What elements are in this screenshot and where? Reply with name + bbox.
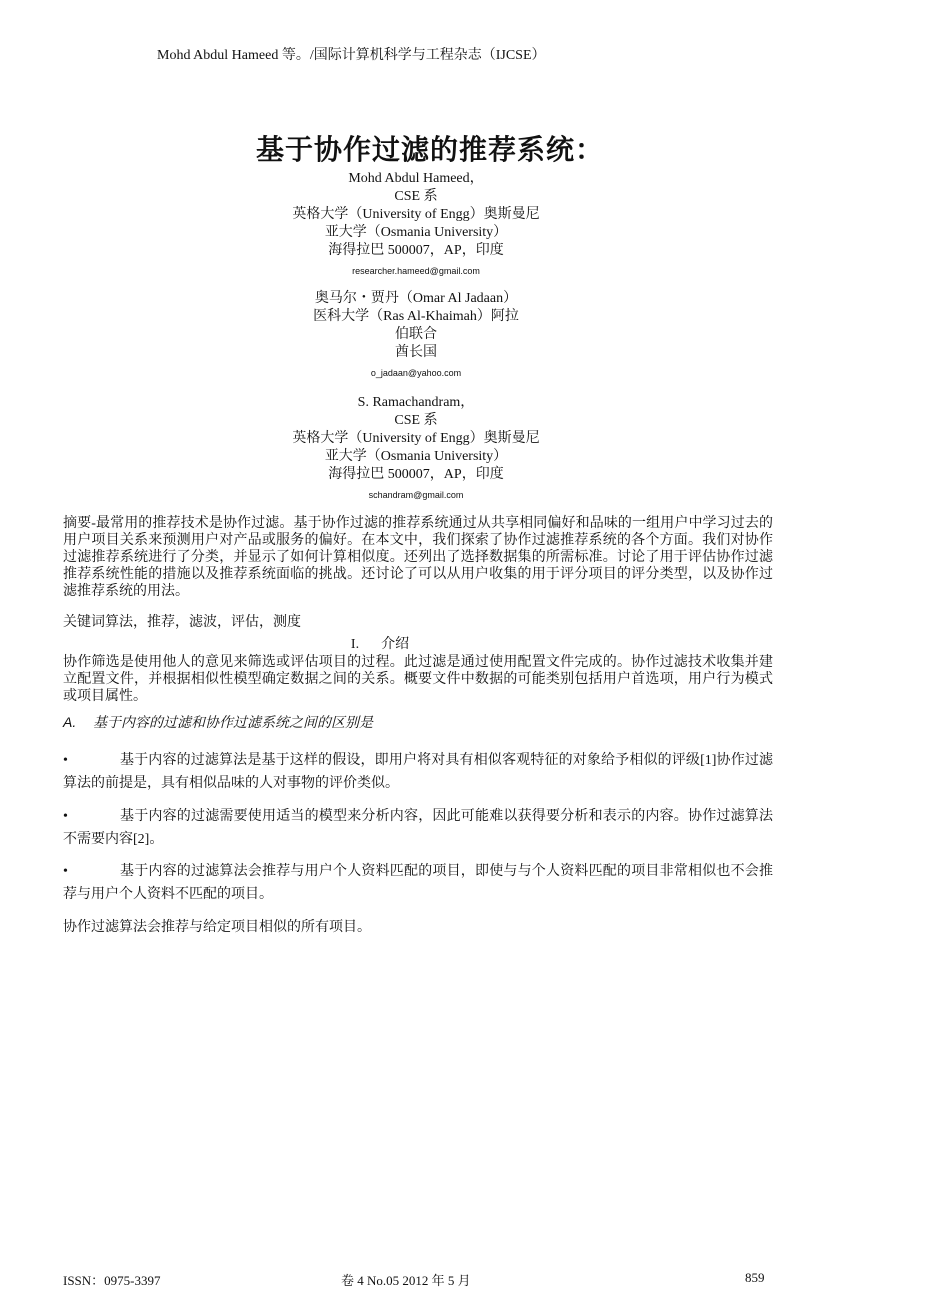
bullet-item-2: [63, 805, 773, 851]
author-1-line-1: Mohd Abdul Hameed，: [348, 171, 484, 186]
author-1-line-5: 海得拉巴 500007，AP，印度: [328, 243, 504, 258]
author-block-3: [0, 394, 832, 502]
author-block-1: [0, 170, 832, 278]
author-3-line-4: 亚大学（Osmania University）: [324, 449, 508, 464]
bullet-text-3: 基于内容的过滤算法会推荐与用户个人资料匹配的项目，即使与与个人资料匹配的项目非常相似也不会推荐与用户个人资料不匹配的项目。: [63, 864, 773, 902]
paper-title: [0, 128, 860, 168]
closing-paragraph: 协作过滤算法会推荐与给定项目相似的所有项目。: [63, 920, 371, 935]
author-3-line-1: S. Ramachandram，: [357, 395, 475, 410]
bullet-dot-3: •: [63, 864, 68, 879]
footer-issn: ISSN：0975-3397: [63, 1273, 161, 1288]
author-3-line-3: 英格大学（University of Engg）奥斯曼尼: [292, 431, 540, 446]
bullet-text-1: 基于内容的过滤算法是基于这样的假设，即用户将对具有相似客观特征的对象给予相似的评级[1]协作过滤算法的前提是，具有相似品味的人对事物的评价类似。: [63, 753, 773, 791]
author-1-line-2: CSE 系: [394, 189, 438, 204]
subsection-title: 基于内容的过滤和协作过滤系统之间的区别是: [93, 716, 373, 731]
author-1-line-3: 英格大学（University of Engg）奥斯曼尼: [292, 207, 540, 222]
bullet-text-2: 基于内容的过滤需要使用适当的模型来分析内容，因此可能难以获得要分析和表示的内容。协作过滤算法不需要内容[2]。: [63, 809, 773, 847]
paper-title-text: 基于协作过滤的推荐系统：: [255, 135, 604, 166]
running-head: Mohd Abdul Hameed 等。/国际计算机科学与工程杂志（IJCSE）: [157, 48, 546, 63]
bullet-dot-2: •: [63, 809, 68, 824]
footer-volume: 卷 4 No.05 2012 年 5 月: [341, 1273, 471, 1288]
footer-page-number: 859: [745, 1270, 765, 1285]
bullet-item-3: [63, 860, 773, 906]
author-2-line-2: 医科大学（Ras Al-Khaimah）阿拉: [313, 309, 519, 324]
section-title: 介绍: [381, 637, 410, 652]
author-2-email: o_jadaan@yahoo.com: [370, 368, 462, 378]
author-2-line-1: 奥马尔・贾丹（Omar Al Jadaan）: [314, 291, 518, 306]
author-1-email: researcher.hameed@gmail.com: [352, 266, 480, 276]
keywords: 关键词算法，推荐，滤波，评估，测度: [63, 615, 301, 630]
section-heading: [0, 633, 760, 653]
author-3-line-5: 海得拉巴 500007，AP，印度: [328, 467, 504, 482]
bullet-dot-1: •: [63, 753, 68, 768]
author-3-line-2: CSE 系: [394, 413, 438, 428]
subsection-heading: [63, 712, 373, 732]
author-block-2: [0, 290, 832, 380]
section-number: I.: [350, 637, 360, 652]
author-3-email: schandram@gmail.com: [368, 490, 464, 500]
author-2-line-4: 酋长国: [395, 345, 437, 360]
author-2-line-3: 伯联合: [395, 327, 437, 342]
abstract: 摘要-最常用的推荐技术是协作过滤。基于协作过滤的推荐系统通过从共享相同偏好和品味的一组用户中学习过去的用户项目关系来预测用户对产品或服务的偏好。在本文中，我们探索了协作过滤推荐系统的各个方面。我们对协作过滤推荐系统进行了分类，并显示了如何计算相似度。还列出了选择数据集的所需标准。讨论了用于评估协作过滤推荐系统性能的措施以及推荐系统面临的挑战。还讨论了可以从用户收集的用于评分项目的评分类型，以及协作过滤推荐系统的用法。: [63, 516, 773, 599]
author-1-line-4: 亚大学（Osmania University）: [324, 225, 508, 240]
intro-paragraph: 协作筛选是使用他人的意见来筛选或评估项目的过程。此过滤是通过使用配置文件完成的。协作过滤技术收集并建立配置文件，并根据相似性模型确定数据之间的关系。概要文件中数据的可能类别包括用户首选项，用户行为模式或项目属性。: [63, 655, 773, 704]
bullet-item-1: [63, 749, 773, 795]
subsection-letter: A.: [63, 714, 77, 730]
